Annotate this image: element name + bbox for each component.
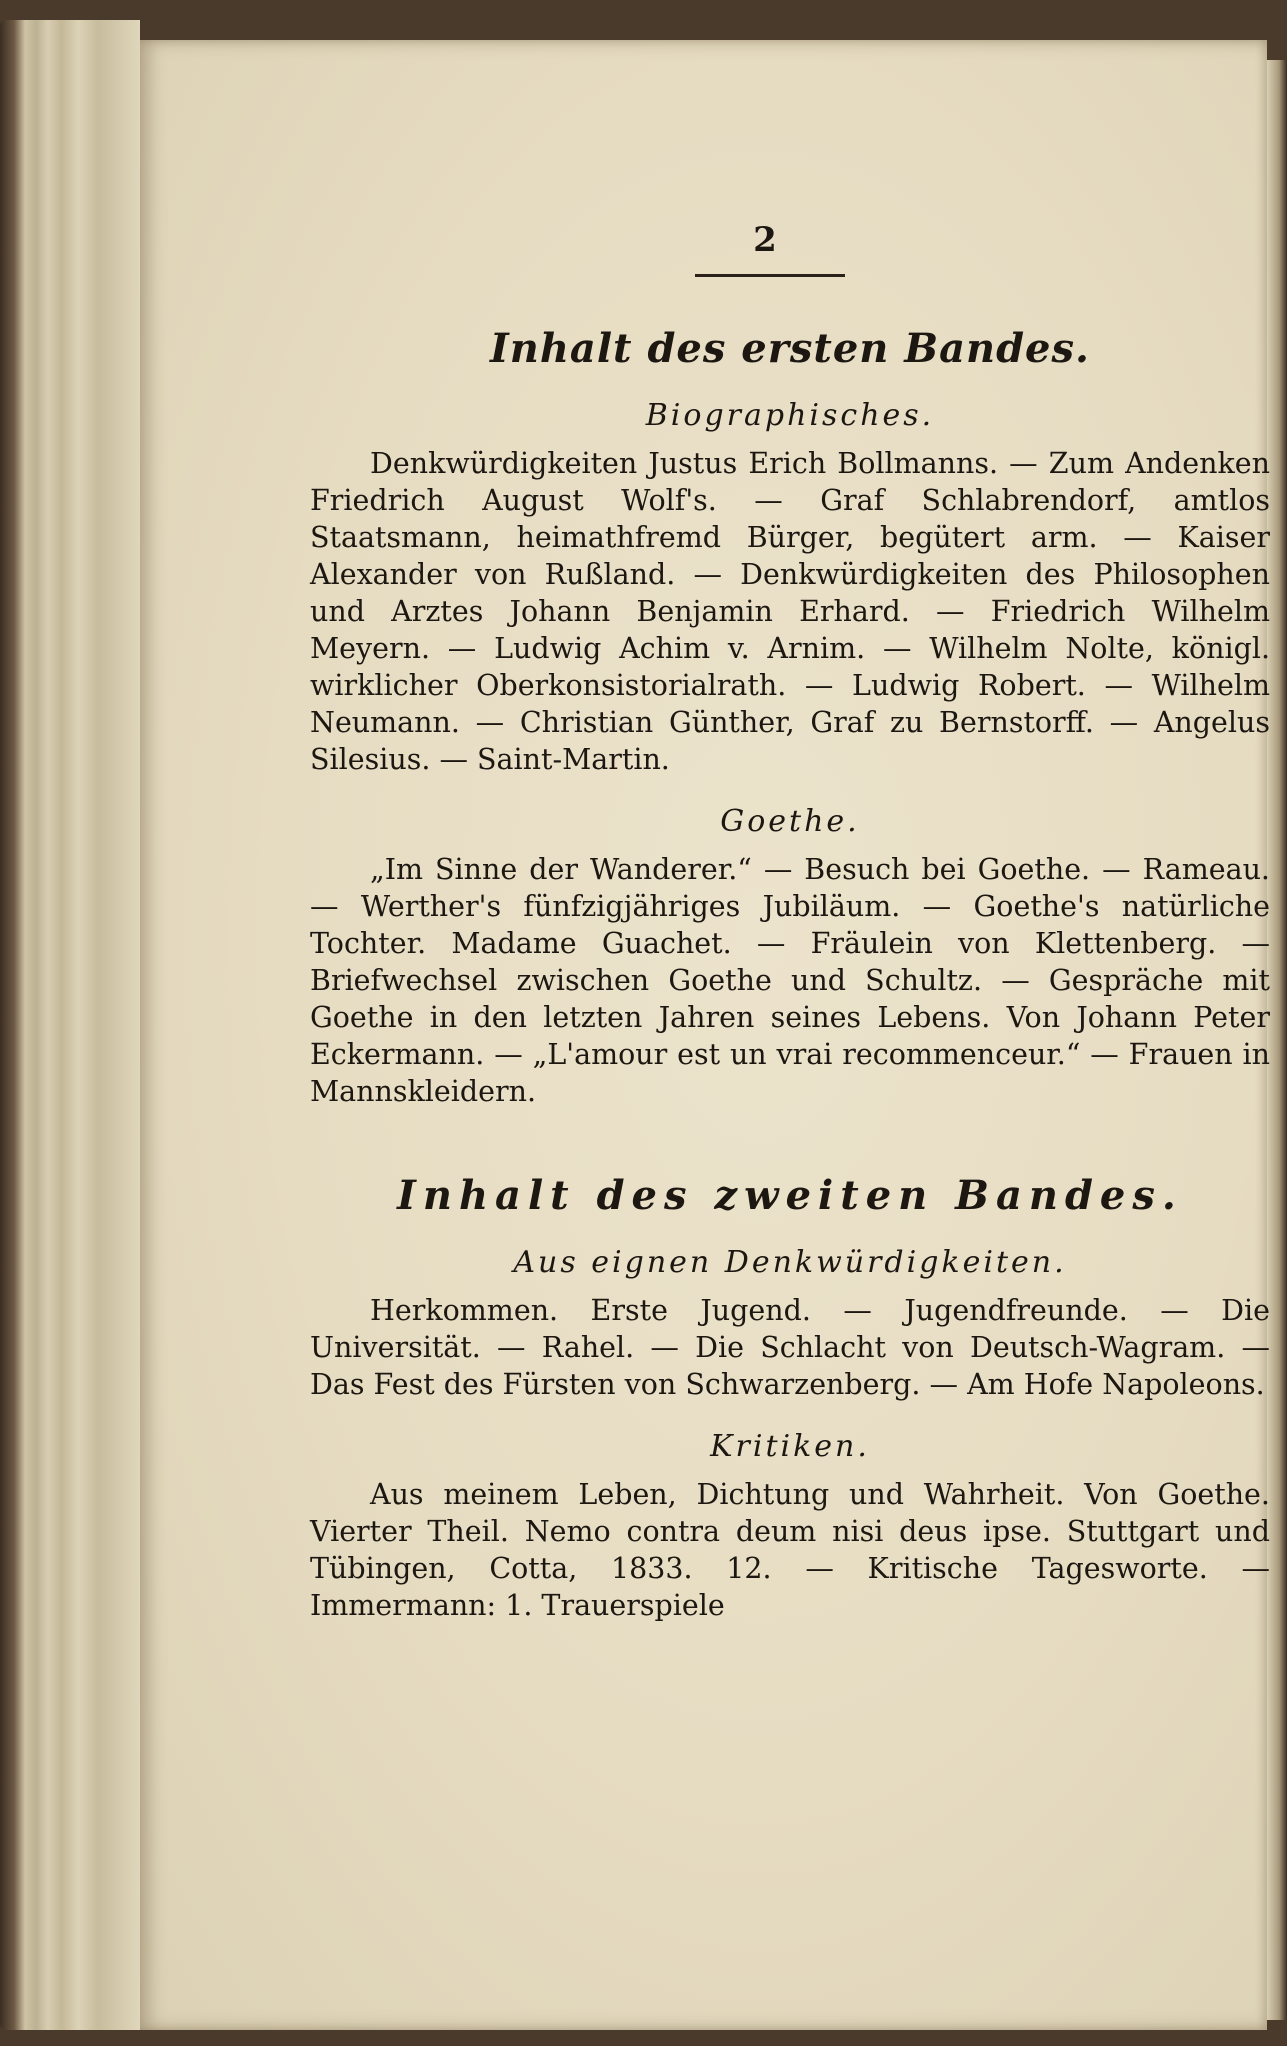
page-number: 2 [753, 220, 777, 260]
page-content [310, 220, 1270, 1624]
volume1-heading: Inhalt des ersten Bandes. [490, 325, 1090, 372]
section-title-goethe: Goethe. [720, 804, 860, 839]
section-text-goethe: „Im Sinne der Wanderer.“ — Besuch bei Goethe. — Rameau. — Werther's fünfzigjähriges Jubiläum. — Goethe's natürliche Tochter. Madame Guachet. — Fräulein von Klettenberg. — Briefwechsel zwischen Goethe und Schultz. — Gespräche mit Goethe in den letzten Jahren seines Lebens. Von Johann Peter Eckermann. — „L'amour est un vrai recommenceur.“ — Frauen in Mannskleidern. [310, 853, 1270, 1108]
section-title-kritiken: Kritiken. [710, 1429, 870, 1464]
book-spine-edge [1267, 60, 1287, 2020]
section-title-biographisches: Biographisches. [645, 398, 935, 433]
section-text-kritiken: Aus meinem Leben, Dichtung und Wahrheit. Von Goethe. Vierter Theil. Nemo contra deum nisi deus ipse. Stuttgart und Tübingen, Cotta, 1833. 12. — Kritische Tagesworte. — Immermann: 1. Trauerspiele [310, 1478, 1270, 1622]
volume2-heading: Inhalt des zweiten Bandes. [397, 1172, 1183, 1219]
section-text-biographisches: Denkwürdigkeiten Justus Erich Bollmanns. — Zum Andenken Friedrich August Wolf's. — Graf Schlabrendorf, amtlos Staatsmann, heimathfremd Bürger, begütert arm. — Kaiser Alexander von Rußland. — Denkwürdigkeiten des Philosophen und Arztes Johann Benjamin Erhard. — Friedrich Wilhelm Meyern. — Ludwig Achim v. Arnim. — Wilhelm Nolte, königl. wirklicher Oberkonsistorialrath. — Ludwig Robert. — Wilhelm Neumann. — Christian Günther, Graf zu Bernstorff. — Angelus Silesius. — Saint-Martin. [310, 447, 1270, 776]
book-page [140, 40, 1270, 2030]
section-text-denkwuerdigkeiten: Herkommen. Erste Jugend. — Jugendfreunde. — Die Universität. — Rahel. — Die Schlacht von Deutsch-Wagram. — Das Fest des Fürsten von Schwarzenberg. — Am Hofe Napoleons. [310, 1294, 1270, 1401]
page-number-rule [695, 274, 845, 277]
section-title-denkwuerdigkeiten: Aus eignen Denkwürdigkeiten. [513, 1245, 1067, 1280]
book-page-edges [0, 20, 140, 2030]
